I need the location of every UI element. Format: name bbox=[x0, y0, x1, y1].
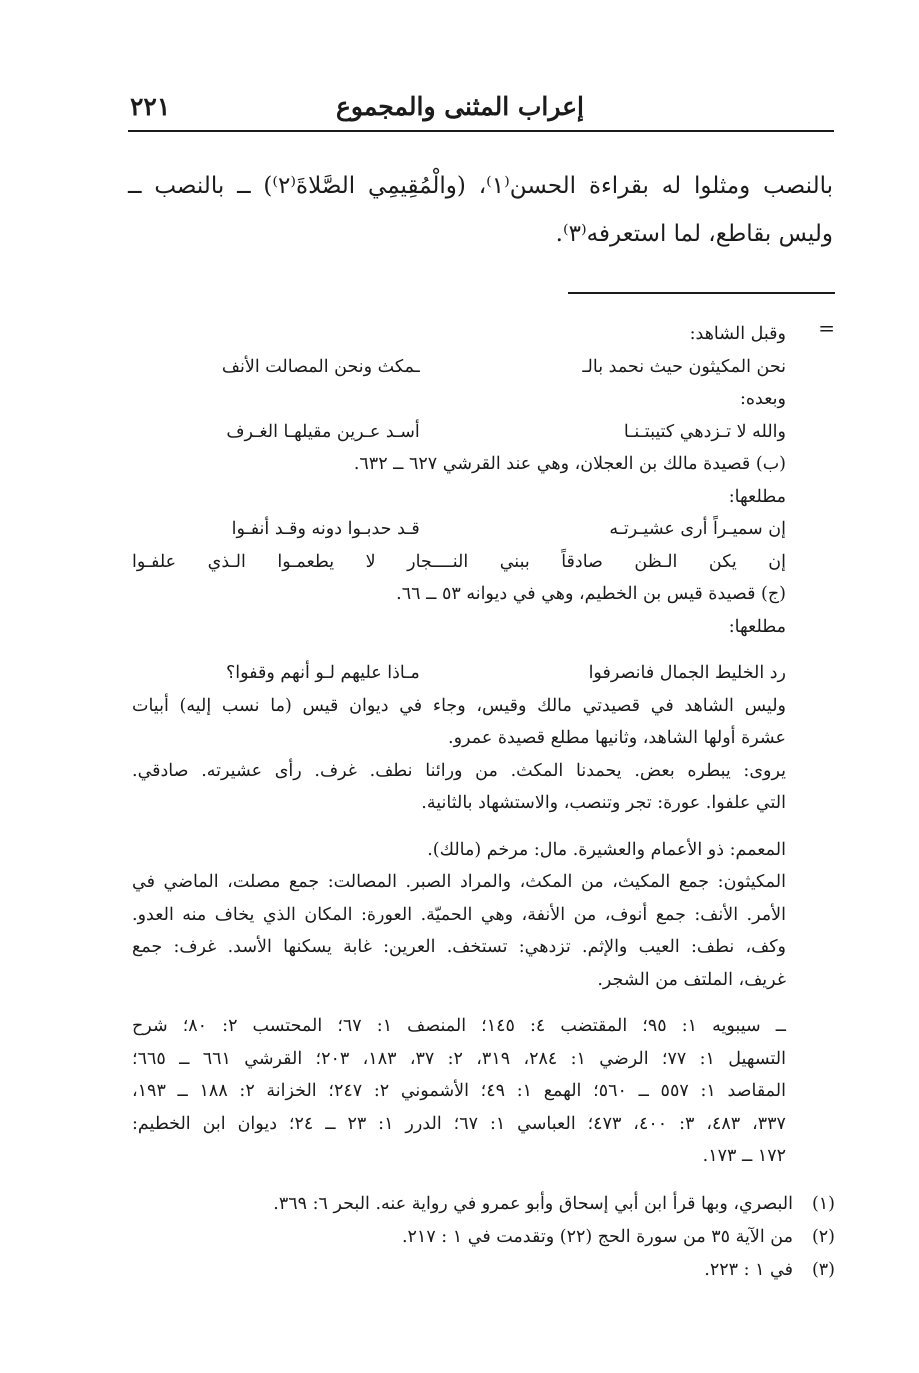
verse-first-hemistich: رد الخليط الجمال فانصرفوا bbox=[588, 663, 786, 683]
verse-second-hemistich: قـد حدبـوا دونه وقـد أنفـوا bbox=[231, 519, 420, 539]
note-line: (ب) قصيدة مالك بن العجلان، وهي عند القرشي ٦٢٧ ــ ٦٣٢. bbox=[353, 454, 786, 474]
running-header bbox=[128, 90, 834, 132]
verse-line bbox=[132, 416, 786, 449]
note-paragraph-line: وكف، نطف: العيب والإثم. تزدهي: تستخف. العرين: غابة يسكنها الأسد. غرف: جمع bbox=[132, 937, 786, 957]
main-text-line: بالنصب ومثلوا له بقراءة الحسن⁽١⁾، (والْمُقِيمِي الصَّلاةَ⁽٢⁾) ــ بالنصب ــ bbox=[128, 173, 833, 199]
verse-second-hemistich: أسـد عـرين مقيلهـا الغـرف bbox=[226, 421, 420, 442]
reference-line: التسهيل ١: ٧٧؛ الرضي ١: ٢٨٤، ٣١٩، ٢: ٣٧، ١٨٣، ٢٠٣؛ القرشي ٦٦١ ــ ٦٦٥؛ bbox=[132, 1048, 786, 1069]
note-line: مطلعها: bbox=[728, 486, 786, 507]
footnote-text: في ١ : ٢٢٣. bbox=[704, 1260, 793, 1280]
note-line: مطلعها: bbox=[728, 616, 786, 637]
footnote-text: البصري، وبها قرأ ابن أبي إسحاق وأبو عمرو في رواية عنه. البحر ٦: ٣٦٩. bbox=[273, 1194, 793, 1214]
footnote-item bbox=[135, 1221, 835, 1254]
note-line: وقبل الشاهد: bbox=[689, 324, 786, 344]
spacer bbox=[132, 996, 786, 1010]
footnotes bbox=[135, 1188, 835, 1287]
footnote-separator bbox=[568, 292, 835, 294]
verse-line: إن يكن الـظن صادقاً ببني النــــجار لا يطعمـوا الـذي علفـوا bbox=[132, 551, 786, 572]
footnote-item bbox=[135, 1188, 835, 1221]
note-paragraph-line: التي علفوا. عورة: تجر وتنصب، والاستشهاد بالثانية. bbox=[421, 793, 786, 813]
note-paragraph-line: المكيثون: جمع المكيث، من المكث، والمراد الصبر. المصالت: جمع مصلت، الماضي في bbox=[132, 872, 786, 892]
continuation-mark: = bbox=[818, 316, 835, 340]
verse-first-hemistich: نحن المكيثون حيث نحمد بالـ bbox=[582, 356, 786, 377]
continued-footnote bbox=[132, 318, 786, 1173]
reference-line: ٣٣٧، ٤٨٣، ٣: ٤٠٠، ٤٧٣؛ العباسي ١: ٦٧؛ الدرر ١: ٢٣ ــ ٢٤؛ ديوان ابن الخطيم: bbox=[132, 1113, 786, 1134]
footnote-item bbox=[135, 1254, 835, 1287]
spacer bbox=[132, 820, 786, 834]
footnote-number: (٢) bbox=[811, 1227, 835, 1247]
verse-line bbox=[132, 351, 786, 384]
verse-first-hemistich: إن سميـراً أرى عشيـرتـه bbox=[609, 519, 786, 539]
note-paragraph-line: غريف، الملتف من الشجر. bbox=[597, 969, 786, 990]
page-number: ٢٢١ bbox=[130, 92, 171, 121]
note-line: (ج) قصيدة قيس بن الخطيم، وهي في ديوانه ٥٣ ــ ٦٦. bbox=[396, 584, 786, 604]
verse-second-hemistich: ـمكث ونحن المصالت الأنف bbox=[221, 356, 420, 377]
chapter-title: إعراب المثنى والمجموع bbox=[336, 92, 584, 121]
verse-line bbox=[132, 513, 786, 546]
note-paragraph-line: يروى: يبطره بعض. يحمدنا المكث. من ورائنا نطف. غرف. رأى عشيرته. صادقي. bbox=[132, 760, 786, 781]
main-text bbox=[128, 162, 833, 258]
spacer bbox=[132, 643, 786, 657]
verse-first-hemistich: والله لا تـزدهي كتيبتـنـا bbox=[623, 421, 786, 442]
reference-line: ــ سيبويه ١: ٩٥؛ المقتضب ٤: ١٤٥؛ المنصف ١: ٦٧؛ المحتسب ٢: ٨٠؛ شرح bbox=[132, 1016, 786, 1036]
reference-line: ١٧٢ ــ ١٧٣. bbox=[702, 1146, 786, 1166]
main-text-line: وليس بقاطع، لما استعرفه⁽٣⁾. bbox=[555, 221, 833, 247]
note-paragraph-line: عشرة أولها الشاهد، وثانيها مطلع قصيدة عمرو. bbox=[448, 728, 786, 748]
note-paragraph-line: الأمر. الأنف: جمع أنوف، من الأنفة، وهي الحميّة. العورة: المكان الذي يخاف منه العدو. bbox=[132, 904, 786, 925]
verse-line bbox=[132, 657, 786, 690]
verse-second-hemistich: مـاذا عليهم لـو أنهم وقفوا؟ bbox=[225, 663, 420, 683]
footnote-number: (١) bbox=[811, 1194, 835, 1214]
note-paragraph-line: المعمم: ذو الأعمام والعشيرة. مال: مرخم (مالك). bbox=[427, 839, 786, 860]
note-line: وبعده: bbox=[739, 389, 786, 409]
note-paragraph-line: وليس الشاهد في قصيدتي مالك وقيس، وجاء في ديوان قيس (ما نسب إليه) أبيات bbox=[132, 695, 786, 716]
reference-line: المقاصد ١: ٥٥٧ ــ ٥٦٠؛ الهمع ١: ٤٩؛ الأشموني ٢: ٢٤٧؛ الخزانة ٢: ١٨٨ ــ ١٩٣، bbox=[132, 1081, 786, 1101]
footnote-text: من الآية ٣٥ من سورة الحج (٢٢) وتقدمت في ١ : ٢١٧. bbox=[401, 1227, 793, 1247]
footnote-number: (٣) bbox=[811, 1260, 835, 1280]
